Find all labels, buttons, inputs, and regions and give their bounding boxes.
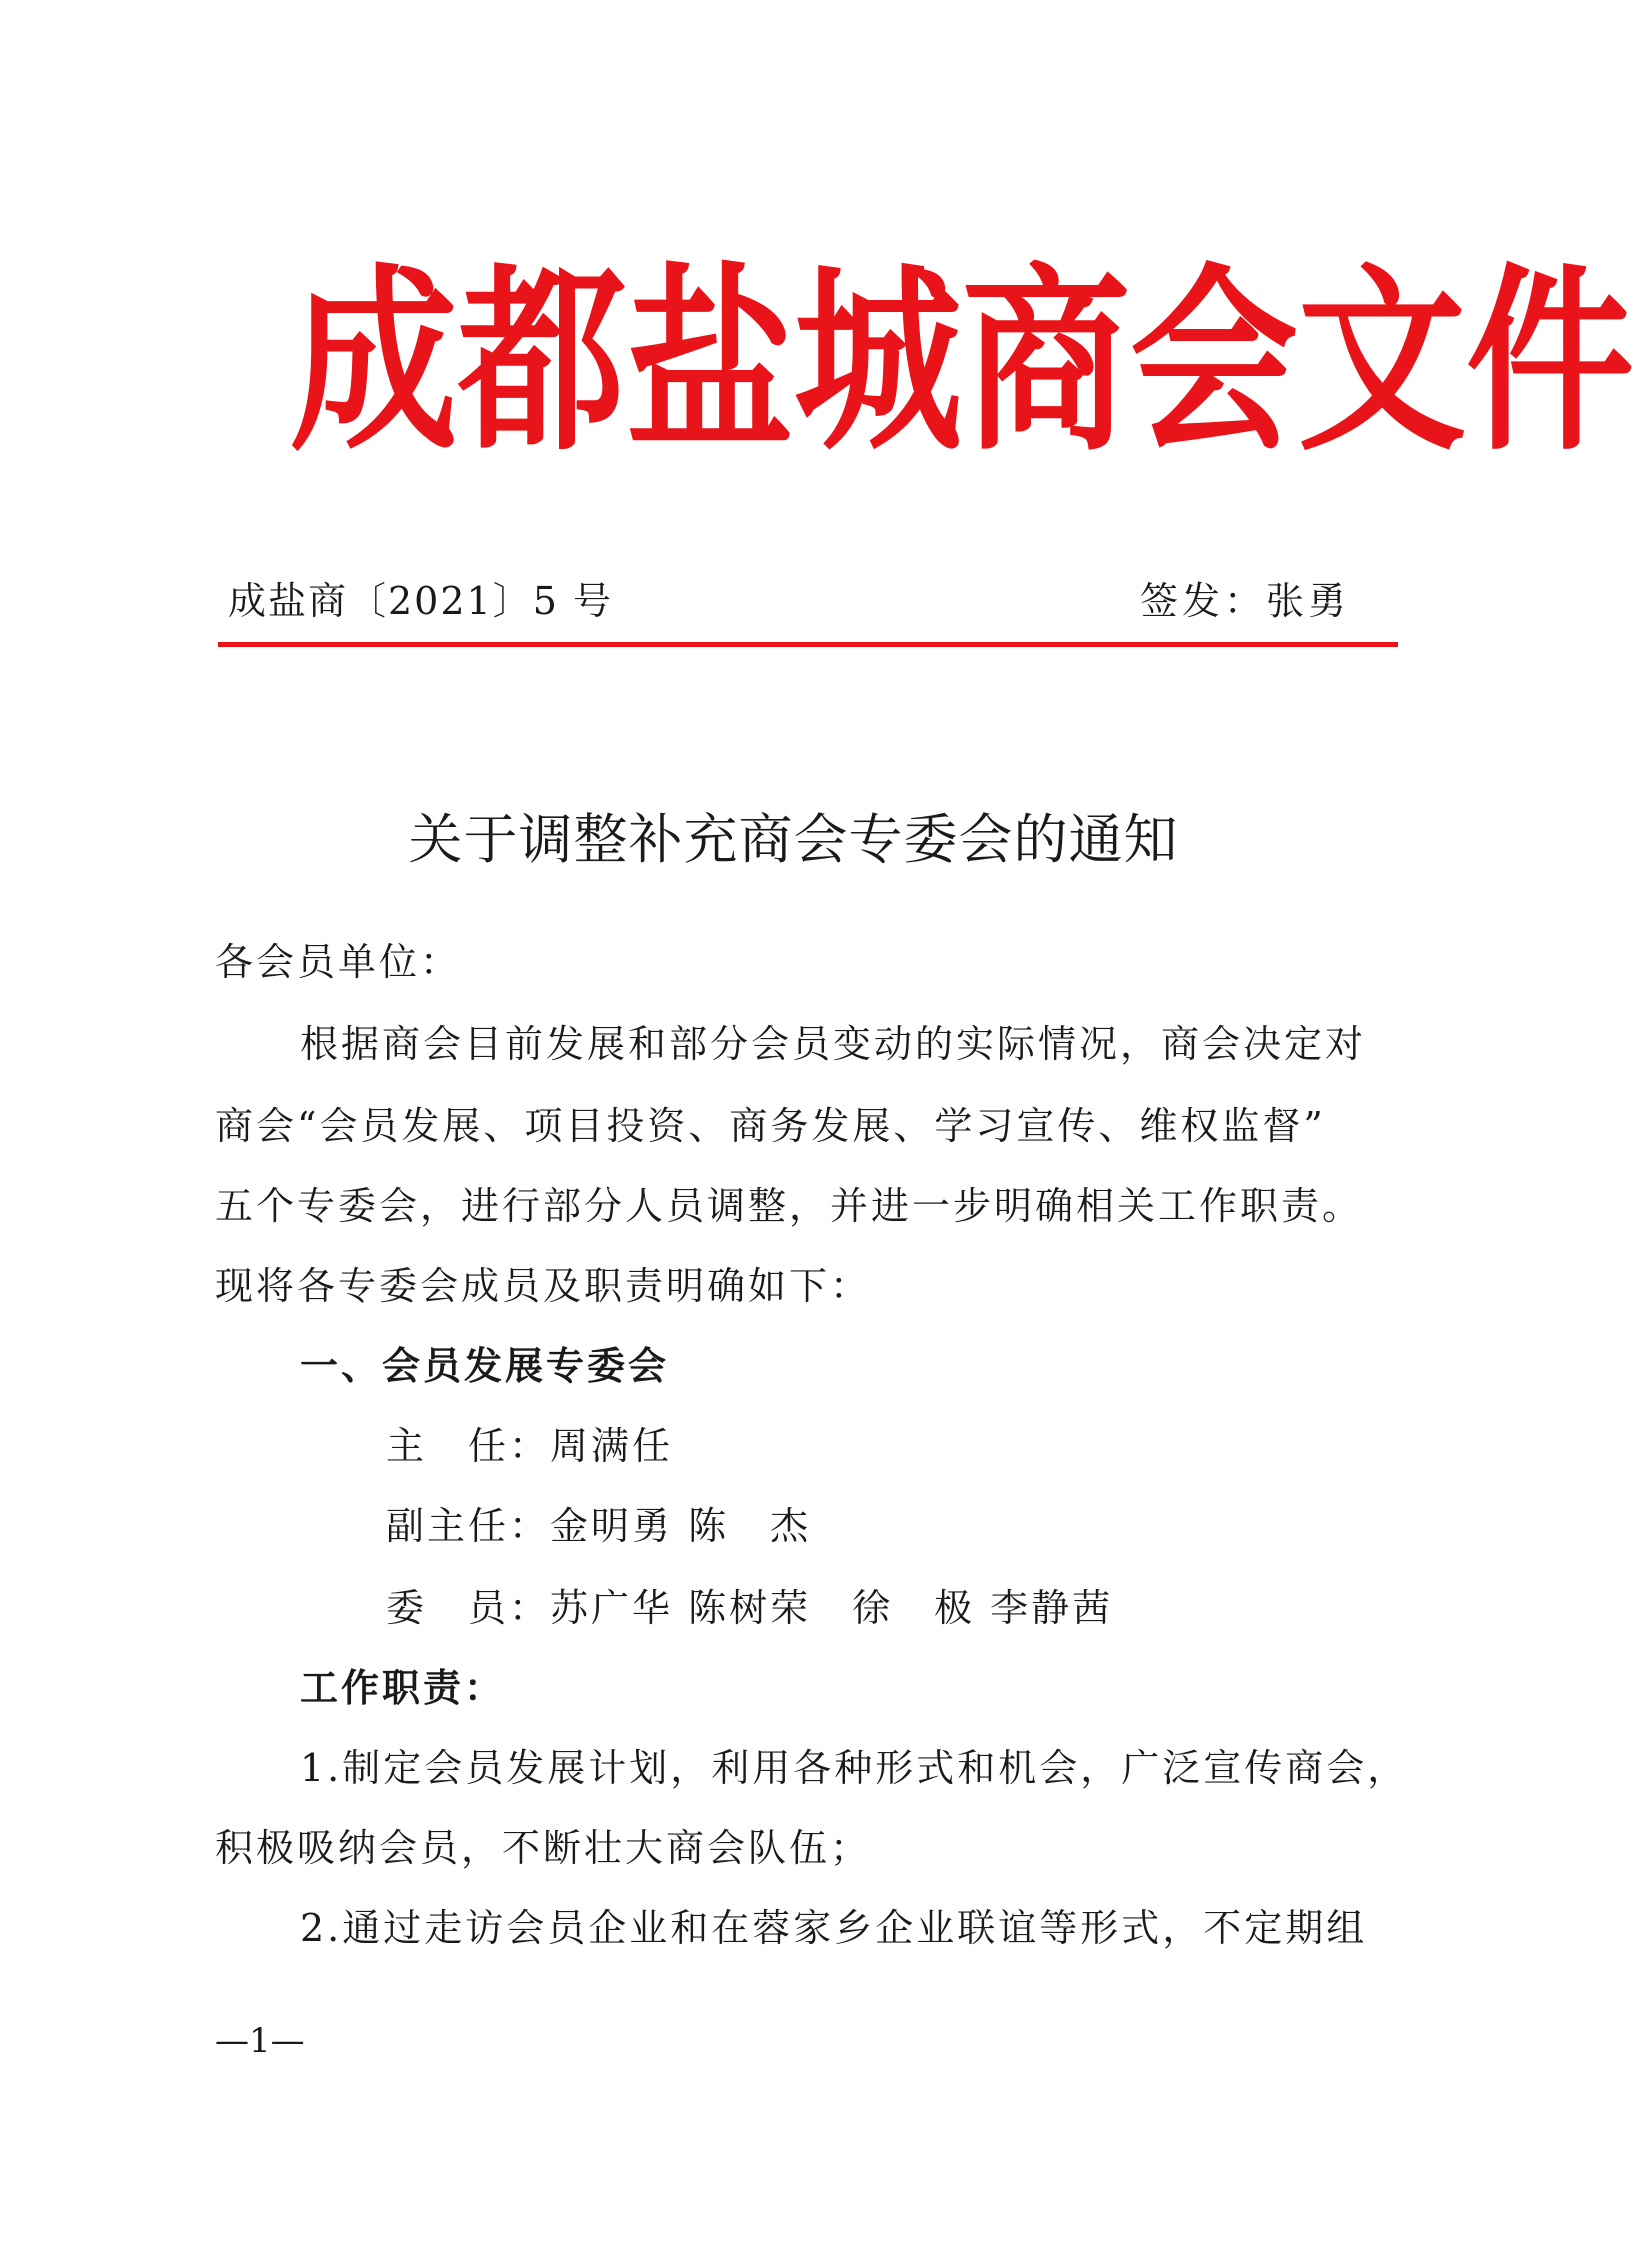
section-heading: 一、会员发展专委会	[300, 1344, 670, 1388]
masthead-char: 成	[290, 246, 458, 478]
intro-line: 现将各专委会成员及职责明确如下：	[215, 1264, 872, 1308]
masthead-title	[290, 246, 1634, 478]
page-number: —1—	[215, 2021, 305, 2061]
masthead-char: 商	[962, 246, 1130, 478]
document-meta	[228, 575, 1350, 627]
signer: 签发：张勇	[1139, 579, 1350, 623]
document-number: 成盐商〔2021〕5 号	[228, 579, 613, 623]
masthead-char: 会	[1130, 246, 1298, 478]
duty-line: 1.制定会员发展计划，利用各种形式和机会，广泛宣传商会，	[300, 1746, 1409, 1790]
masthead-char: 盐	[626, 246, 794, 478]
red-divider	[218, 642, 1398, 647]
masthead-char: 都	[458, 246, 626, 478]
masthead-char: 件	[1466, 246, 1634, 478]
duty-line: 2.通过走访会员企业和在蓉家乡企业联谊等形式，不定期组	[300, 1906, 1368, 1950]
members-line: 委 员：苏广华 陈树荣 徐 极 李静茜	[386, 1586, 1114, 1630]
intro-line: 商会“会员发展、项目投资、商务发展、学习宣传、维权监督”	[215, 1104, 1326, 1148]
intro-line: 五个专委会，进行部分人员调整，并进一步明确相关工作职责。	[215, 1184, 1364, 1228]
intro-line: 根据商会目前发展和部分会员变动的实际情况，商会决定对	[300, 1022, 1367, 1066]
salutation: 各会员单位：	[215, 940, 462, 984]
masthead-char: 城	[794, 246, 962, 478]
deputy-line: 副主任：金明勇 陈 杰	[386, 1504, 812, 1548]
notice-title: 关于调整补充商会专委会的通知	[408, 808, 1179, 871]
masthead-char: 文	[1298, 246, 1466, 478]
duties-label: 工作职责：	[300, 1666, 506, 1710]
director-line: 主 任：周满任	[386, 1424, 674, 1468]
duty-line: 积极吸纳会员，不断壮大商会队伍；	[215, 1826, 872, 1870]
